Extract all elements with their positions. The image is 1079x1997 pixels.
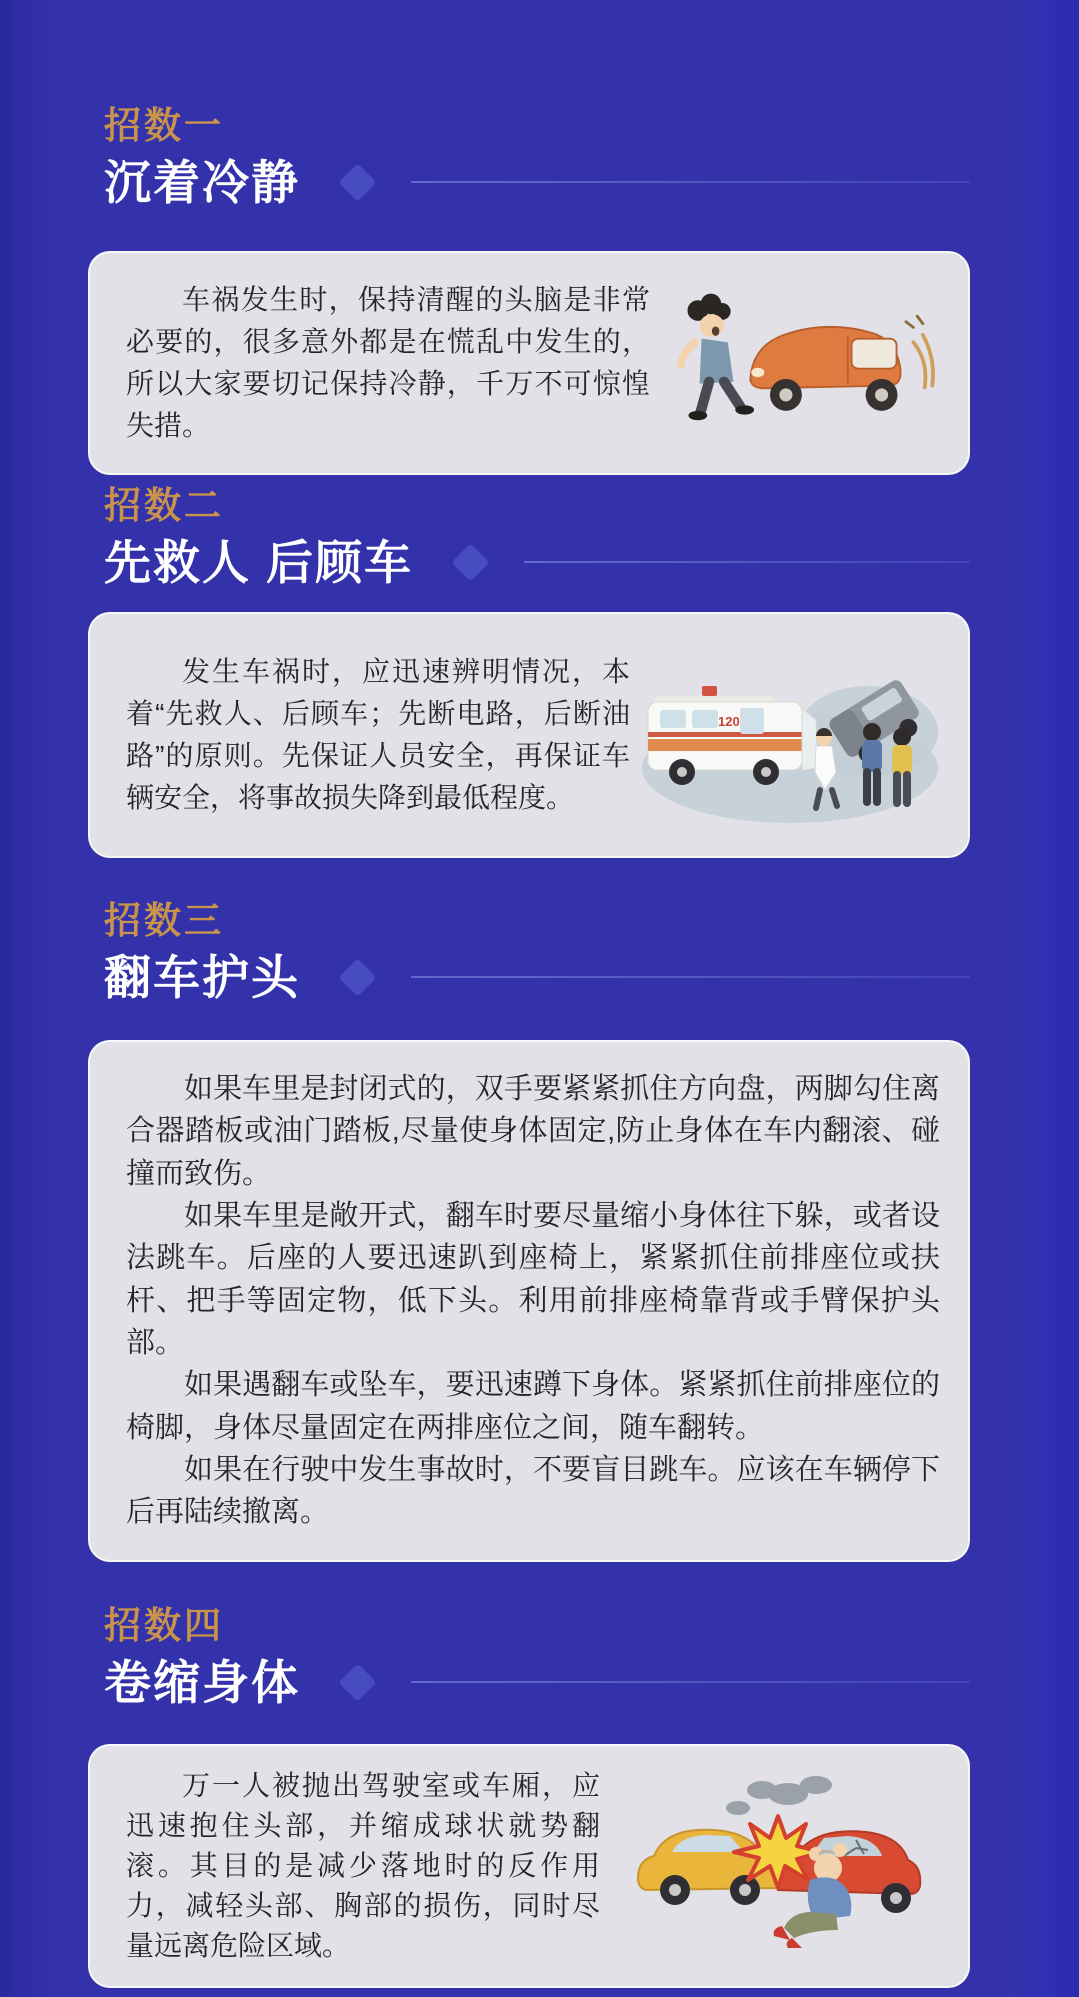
section-4-header xyxy=(104,1606,976,1708)
section-3-title: 翻车护头 xyxy=(104,950,300,1004)
tip-card-1 xyxy=(88,251,970,475)
tip-3-paragraph: 如果车里是封闭式的，双手要紧紧抓住方向盘，两脚勾住离合器踏板或油门踏板,尽量使身体固定,防止身体在车内翻滚、碰撞而致伤。 xyxy=(126,1073,940,1190)
diamond-icon xyxy=(338,1663,376,1701)
section-1-title: 沉着冷静 xyxy=(104,155,300,209)
diamond-icon xyxy=(338,163,376,201)
tip-1-text xyxy=(126,279,650,447)
tip-1-paragraph: 车祸发生时，保持清醒的头脑是非常必要的，很多意外都是在慌乱中发生的，所以大家要切记保持冷静，千万不可惊惶失措。 xyxy=(126,284,650,441)
tip-2-paragraph: 发生车祸时，应迅速辨明情况，本着“先救人、后顾车；先断电路，后断油路”的原则。先保证人员安全，再保证车辆安全，将事故损失降到最低程度。 xyxy=(126,656,630,813)
tip-2-text xyxy=(126,651,630,819)
diamond-icon xyxy=(451,543,489,581)
tip-card-3 xyxy=(88,1040,970,1562)
tip-card-4 xyxy=(88,1744,970,1988)
divider-line xyxy=(411,1681,970,1683)
section-1-label: 招数一 xyxy=(104,106,224,147)
section-4-label: 招数四 xyxy=(104,1606,224,1647)
tip-card-2 xyxy=(88,612,970,858)
section-2-header xyxy=(104,486,976,588)
panicked-man-and-car-illustration xyxy=(660,288,940,438)
tip-3-paragraph: 如果遇翻车或坠车，要迅速蹲下身体。紧紧抓住前排座位的椅脚，身体尽量固定在两排座位之间，随车翻转。 xyxy=(126,1369,940,1444)
tip-4-text xyxy=(126,1766,600,1966)
section-2-title: 先救人 后顾车 xyxy=(104,535,414,589)
diamond-icon xyxy=(338,958,376,996)
tip-3-paragraph: 如果在行驶中发生事故时，不要盲目跳车。应该在车辆停下后再陆续撤离。 xyxy=(126,1453,940,1529)
ambulance xyxy=(648,686,818,785)
divider-line xyxy=(411,181,970,183)
divider-line xyxy=(524,561,970,563)
ambulance-rescue-illustration xyxy=(640,640,940,830)
tip-4-paragraph: 万一人被抛出驾驶室或车厢，应迅速抱住头部，并缩成球状就势翻滚。其目的是减少落地时的反作用力，减轻头部、胸部的损伤，同时尽量远离危险区域。 xyxy=(126,1770,600,1962)
car-collision-illustration xyxy=(610,1766,940,1966)
section-3-header xyxy=(104,901,976,1003)
section-4-title: 卷缩身体 xyxy=(104,1655,300,1709)
orange-car xyxy=(750,316,933,411)
panicked-man xyxy=(681,294,754,421)
divider-line xyxy=(411,976,970,978)
section-2-label: 招数二 xyxy=(104,486,224,527)
tip-3-text xyxy=(126,1068,940,1534)
tip-3-paragraph: 如果车里是敞开式，翻车时要尽量缩小身体往下躲，或者设法跳车。后座的人要迅速趴到座椅上，紧紧抓住前排座位或扶杆、把手等固定物，低下头。利用前排座椅靠背或手臂保护头部。 xyxy=(126,1199,940,1359)
smoke-clouds xyxy=(726,1776,832,1815)
ambulance-number-label: 120 xyxy=(718,714,740,729)
section-3-label: 招数三 xyxy=(104,901,224,942)
section-1-header xyxy=(104,106,976,208)
